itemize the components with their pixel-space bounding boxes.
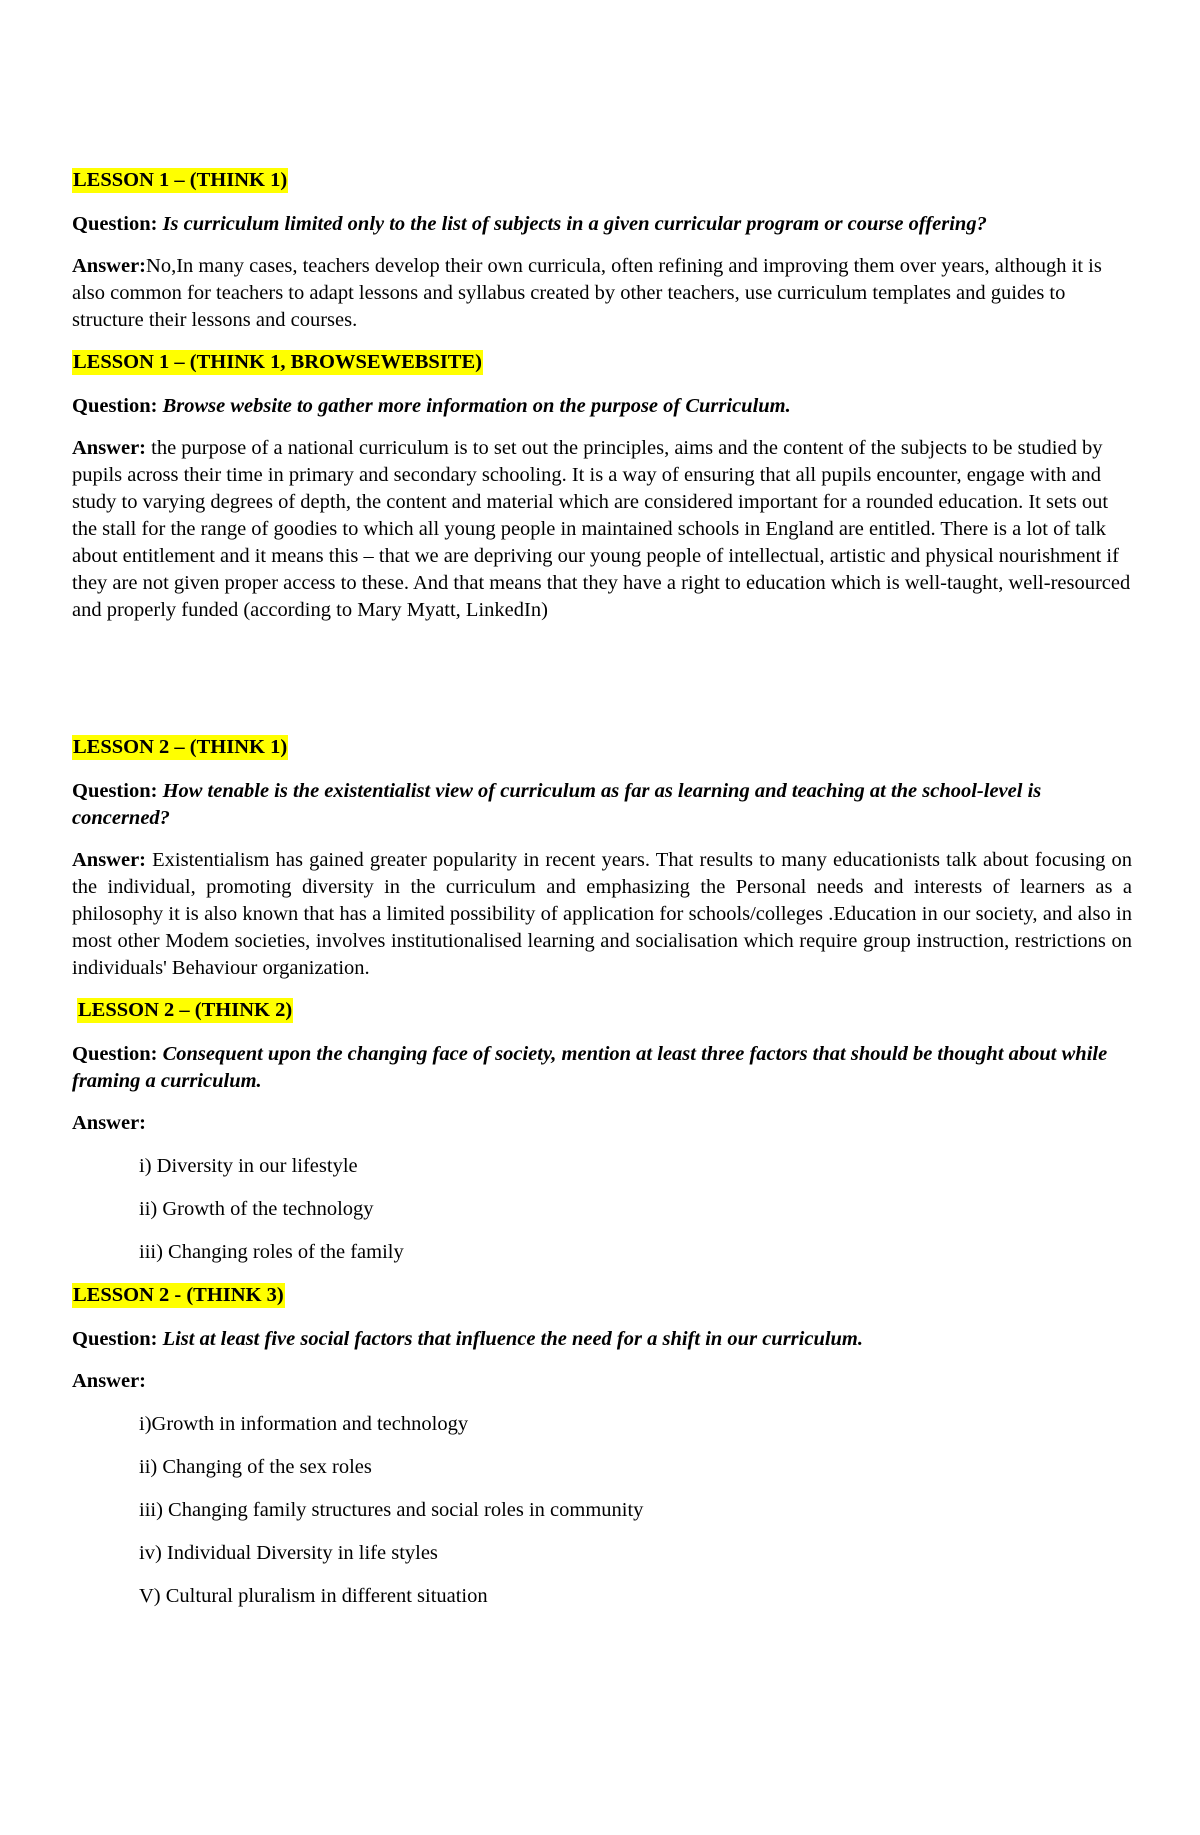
- section-heading: [72, 1282, 1132, 1309]
- highlighted-heading-text: LESSON 1 – (THINK 1): [73, 169, 288, 191]
- question-text: Browse website to gather more information on the purpose of Curriculum.: [162, 395, 791, 417]
- question-label: Question:: [72, 213, 158, 235]
- answer-list: [72, 1411, 1132, 1610]
- question-text: Is curriculum limited only to the list of subjects in a given curricular program or course offering?: [162, 213, 987, 235]
- section-heading: [72, 734, 1132, 761]
- answer-label: Answer:: [72, 437, 147, 459]
- section-lesson2-think2: [72, 997, 1132, 1266]
- answer-paragraph: [72, 253, 1132, 334]
- document-page: [72, 167, 1132, 1626]
- section-heading: [72, 997, 1132, 1024]
- answer-label: Answer:: [72, 1370, 147, 1392]
- question-text: How tenable is the existentialist view of curriculum as far as learning and teaching at the school-level is concerned?: [72, 780, 1042, 829]
- section-lesson1-think1: [72, 167, 1132, 334]
- answer-list: [72, 1153, 1132, 1266]
- highlighted-heading-text: LESSON 2 - (THINK 3): [73, 1284, 284, 1306]
- question-paragraph: [72, 393, 1132, 420]
- section-lesson2-think1: [72, 734, 1132, 982]
- answer-text: No,In many cases, teachers develop their own curricula, often refining and improving them over years, although it is also common for teachers to adapt lessons and syllabus created by other teachers, use curriculum templates and guides to structure their lessons and courses.: [72, 255, 1102, 331]
- question-paragraph: [72, 1326, 1132, 1353]
- question-label: Question:: [72, 1043, 158, 1065]
- question-text: Consequent upon the changing face of society, mention at least three factors that should be thought about while framing a curriculum.: [72, 1043, 1108, 1092]
- question-text: List at least five social factors that influence the need for a shift in our curriculum.: [162, 1328, 864, 1350]
- blank-space: [72, 639, 1132, 734]
- list-item: i) Diversity in our lifestyle: [139, 1155, 358, 1177]
- answer-text: the purpose of a national curriculum is to set out the principles, aims and the content of the subjects to be studied by pupils across their time in primary and secondary schooling. It is a way of ensuring that all pupils encounter, engage with and study to varying degrees of depth, the content and material which are considered important for a rounded education. It sets out the stall for the range of goodies to which all young people in maintained schools in England are entitled. There is a lot of talk about entitlement and it means this – that we are depriving our young people of intellectual, artistic and physical nourishment if they are not given proper access to these. And that means that they have a right to education which is well-taught, well-resourced and properly funded (according to Mary Myatt, LinkedIn): [72, 437, 1131, 621]
- section-heading: [72, 167, 1132, 194]
- list-item: iii) Changing family structures and social roles in community: [139, 1499, 644, 1521]
- list-item: i)Growth in information and technology: [139, 1413, 469, 1435]
- question-paragraph: [72, 211, 1132, 238]
- section-lesson1-browse-website: [72, 349, 1132, 624]
- section-lesson2-think3: [72, 1282, 1132, 1610]
- question-label: Question:: [72, 395, 158, 417]
- section-heading: [72, 349, 1132, 376]
- list-item: ii) Growth of the technology: [139, 1198, 374, 1220]
- question-label: Question:: [72, 780, 158, 802]
- answer-label: Answer:: [72, 1112, 147, 1134]
- answer-paragraph: [72, 435, 1132, 624]
- list-item: iv) Individual Diversity in life styles: [139, 1542, 438, 1564]
- answer-label: Answer:: [72, 849, 147, 871]
- list-item: ii) Changing of the sex roles: [139, 1456, 372, 1478]
- list-item: V) Cultural pluralism in different situation: [139, 1585, 488, 1607]
- highlighted-heading-text: LESSON 1 – (THINK 1, BROWSEWEBSITE): [73, 351, 482, 373]
- list-item: iii) Changing roles of the family: [139, 1241, 404, 1263]
- highlighted-heading-text: LESSON 2 – (THINK 1): [73, 736, 288, 758]
- answer-label: Answer:: [72, 255, 147, 277]
- highlighted-heading-text: LESSON 2 – (THINK 2): [78, 999, 293, 1021]
- answer-text: Existentialism has gained greater popularity in recent years. That results to many educationists talk about focusing on the individual, promoting diversity in the curriculum and emphasizing the Personal needs and interests of learners as a philosophy it is also known that has a limited possibility of application for schools/colleges .Education in our society, and also in most other Modem societies, involves institutionalised learning and socialisation which require group instruction, restrictions on individuals' Behaviour organization.: [72, 849, 1132, 979]
- answer-paragraph: [72, 847, 1132, 982]
- question-label: Question:: [72, 1328, 158, 1350]
- question-paragraph: [72, 1041, 1132, 1095]
- question-paragraph: [72, 778, 1132, 832]
